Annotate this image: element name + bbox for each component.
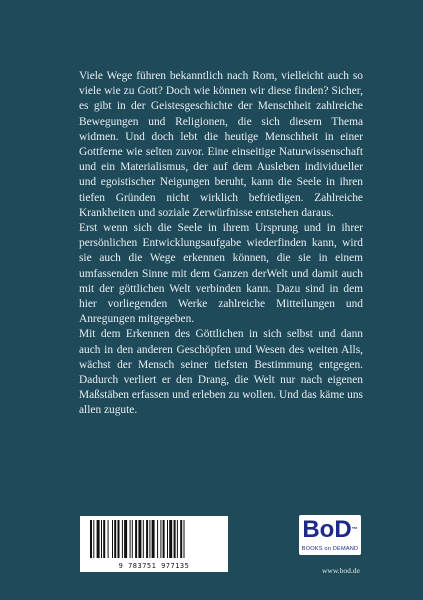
bod-logo-mark: [299, 517, 361, 543]
bod-logo: [299, 515, 361, 555]
publisher-url: www.bod.de: [322, 566, 360, 575]
blurb-paragraph-2: Erst wenn sich die Seele in ihrem Ursprung und in ihrer persönlichen Entwicklungsaufgabe wiederfinden kann, wird sie auch die Wege erkennen können, die sie in einem umfassenden Sinne mit dem Ganzen derWelt und damit auch mit der göttlichen Welt verbinden kann. Dazu sind in dem hier vorliegenden Werke zahlreiche Mitteilungen und Anregungen mitgegeben.: [79, 222, 363, 326]
bod-logo-subtitle: BOOKS on DEMAND: [301, 546, 359, 552]
blurb-text: [79, 69, 363, 419]
barcode-bars: [86, 520, 222, 560]
bod-logo-text: BoD: [302, 516, 352, 543]
blurb-paragraph-3: Mit dem Erkennen des Göttlichen in sich selbst und dann auch in den anderen Geschöpfen und Wesen des weiten Alls, wächst der Mensch seiner tiefsten Bestimmung entgegen. Dadurch verliert er den Drang, die Welt nur nach eigenen Maßstäben erfassen und erleben zu wollen. Und das käme uns allen zugute.: [79, 328, 363, 417]
bod-logo-tm: ™: [351, 527, 358, 533]
blurb-paragraph-1: Viele Wege führen bekanntlich nach Rom, vielleicht auch so viele wie zu Gott? Doch wie können wir diese finden? Sicher, es gibt in der Geistesgeschichte der Menschheit zahlreiche Bewegungen und Religionen, die sich diesem Thema widmen. Und doch lebt die heutige Menschheit in einer Gottferne wie selten zuvor. Eine einseitige Naturwissenschaft und ein Materialismus, der auf dem Ausleben individueller und egoistischer Neigungen beruht, kann die Seele in ihren tiefen Gründen nicht wirklich befriedigen. Zahlreiche Krankheiten und soziale Zerwürfnisse entstehen daraus.: [79, 70, 363, 219]
barcode-digits: 9 783751 977135: [118, 562, 190, 570]
isbn-barcode: [80, 516, 228, 572]
